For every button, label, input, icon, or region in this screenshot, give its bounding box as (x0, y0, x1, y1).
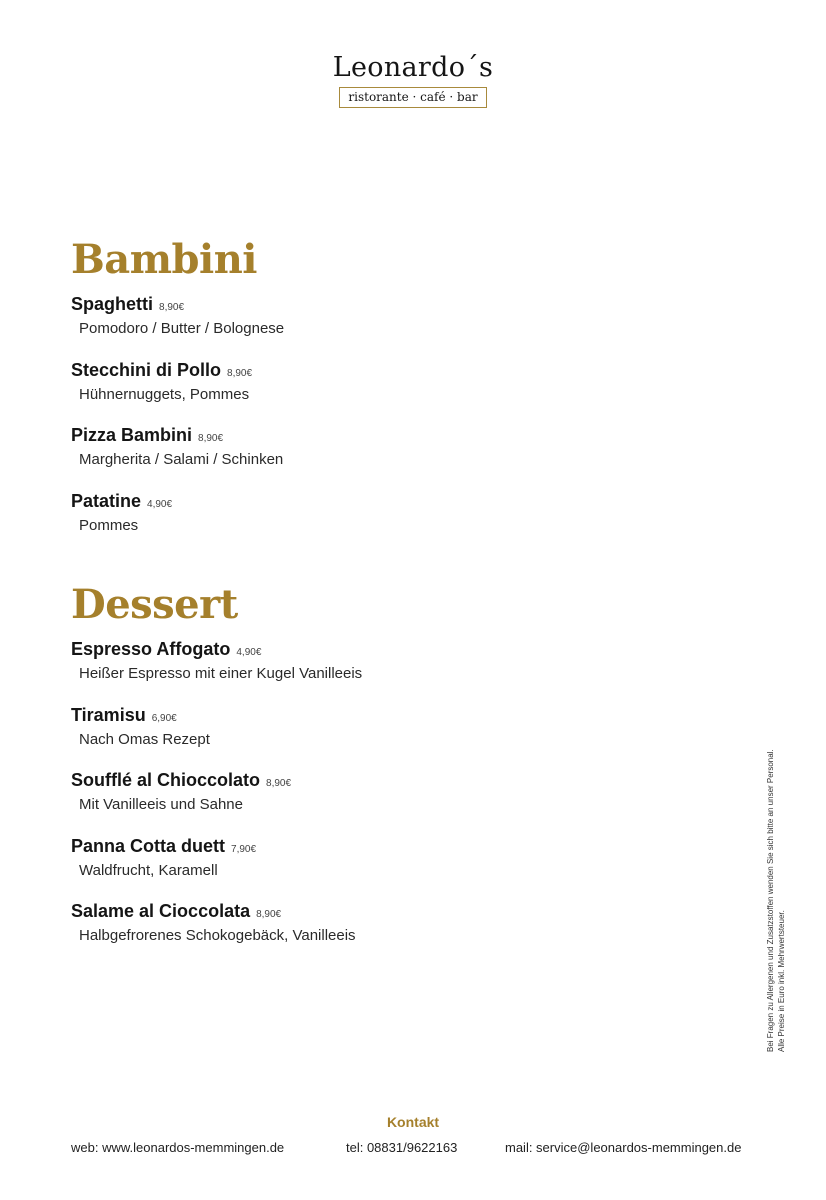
item-description: Nach Omas Rezept (79, 730, 210, 748)
allergen-note-line: Bei Fragen zu Allergenen und Zusatzstoffen wenden Sie sich bitte an unser Personal. (766, 749, 775, 1052)
item-name: Tiramisu (71, 704, 146, 725)
logo-name: Leonardo´s (332, 52, 494, 83)
item-name: Salame al Cioccolata (71, 901, 251, 921)
menu-item (71, 359, 711, 425)
item-name: Spaghetti (71, 294, 154, 314)
item-description: Pommes (79, 516, 139, 534)
item-name: Pizza Bambini (71, 425, 193, 445)
menu-item (71, 704, 711, 770)
item-description: Halbgefrorenes Schokogebäck, Vanilleeis (79, 927, 356, 944)
allergen-note (765, 749, 787, 1052)
item-price: 4,90€ (236, 647, 262, 658)
price-note-line: Alle Preise in Euro inkl. Mehrwertsteuer. (777, 910, 786, 1052)
item-price: 8,90€ (198, 433, 224, 444)
item-description: Waldfrucht, Karamell (79, 861, 218, 879)
section-dessert (71, 580, 711, 966)
item-price: 7,90€ (231, 843, 257, 855)
item-price: 8,90€ (266, 778, 292, 789)
menu-item (71, 424, 711, 490)
item-description: Pomodoro / Butter / Bolognese (79, 320, 285, 337)
menu-item (71, 900, 711, 966)
item-price: 8,90€ (159, 302, 185, 313)
item-name: Stecchini di Pollo (71, 359, 222, 380)
footer-phone[interactable]: tel: 08831/9622163 (346, 1140, 458, 1155)
item-name: Panna Cotta duett (71, 835, 226, 856)
restaurant-logo (0, 50, 826, 108)
item-description: Margherita / Salami / Schinken (79, 451, 284, 468)
section-title: Bambini (71, 236, 257, 283)
item-price: 8,90€ (227, 367, 253, 379)
item-price: 4,90€ (147, 498, 173, 510)
item-description: Heißer Espresso mit einer Kugel Vanilleeis (79, 665, 363, 682)
logo-tagline: ristorante · café · bar (339, 87, 486, 108)
menu-item (71, 638, 711, 704)
footer-email-link[interactable]: mail: service@leonardos-memmingen.de (505, 1140, 742, 1155)
footer-web-link[interactable]: web: www.leonardos-memmingen.de (71, 1140, 285, 1155)
item-name: Patatine (71, 490, 142, 511)
menu-item (71, 293, 711, 359)
item-name: Espresso Affogato (71, 639, 231, 659)
section-title: Dessert (71, 581, 238, 628)
item-price: 6,90€ (151, 712, 177, 724)
item-price: 8,90€ (256, 909, 282, 920)
menu-item (71, 835, 711, 901)
footer-title: Kontakt (386, 1114, 440, 1130)
item-description: Mit Vanilleeis und Sahne (79, 796, 243, 813)
menu-item (71, 769, 711, 835)
section-bambini (71, 235, 711, 555)
item-name: Soufflé al Chioccolato (71, 770, 261, 790)
item-description: Hühnernuggets, Pommes (79, 385, 250, 403)
menu-item (71, 490, 711, 556)
